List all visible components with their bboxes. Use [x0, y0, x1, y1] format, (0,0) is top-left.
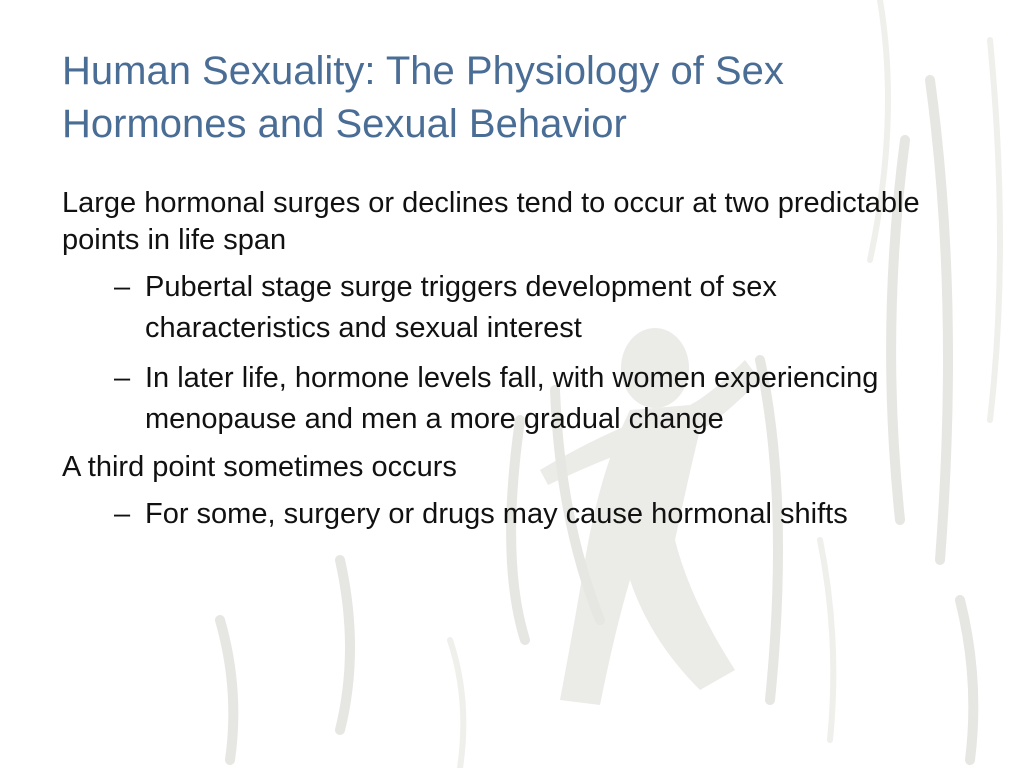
bullet-level1: Large hormonal surges or declines tend to occur at two predictable points in life span [62, 187, 920, 256]
bullet-level2-text: In later life, hormone levels fall, with women experiencing menopause and men a more gradual change [145, 362, 879, 435]
bullet-level1: A third point sometimes occurs [62, 451, 457, 483]
dash-marker: – [114, 362, 131, 394]
bullet-level2-text: Pubertal stage surge triggers development of sex characteristics and sexual interest [145, 271, 777, 344]
bullet-level2 [62, 494, 905, 535]
bullet-level2-text: For some, surgery or drugs may cause hormonal shifts [145, 498, 848, 530]
bullet-level2 [62, 358, 905, 440]
dash-marker: – [114, 498, 131, 530]
bullet-list [62, 185, 962, 544]
bullet-level2 [62, 267, 905, 349]
slide-title: Human Sexuality: The Physiology of Sex Hormones and Sexual Behavior [62, 49, 784, 146]
dash-marker: – [114, 271, 131, 303]
